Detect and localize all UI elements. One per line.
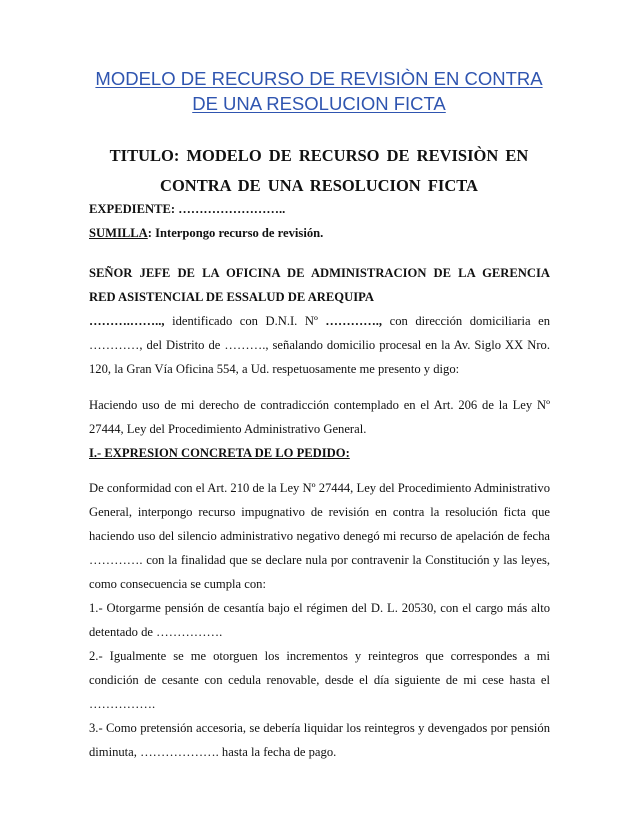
title-line-2: DE UNA RESOLUCION FICTA bbox=[192, 93, 446, 114]
document-subtitle bbox=[90, 141, 548, 201]
expediente-line: EXPEDIENTE: …………………….. bbox=[89, 202, 286, 216]
spacer bbox=[89, 245, 550, 261]
spacer bbox=[89, 381, 550, 393]
title-line-1: MODELO DE RECURSO DE REVISIÒN EN CONTRA bbox=[95, 68, 543, 89]
sumilla-label: SUMILLA bbox=[89, 226, 148, 240]
subtitle-line-1: TITULO: MODELO DE RECURSO DE REVISIÒN EN bbox=[109, 146, 529, 165]
item-1-line-1: 1.- Otorgarme pensión de cesantía bajo el régimen del D. L. 20530, con el cargo más alto bbox=[89, 601, 550, 615]
intro-line-3: 120, la Gran Vía Oficina 554, a Ud. respetuosamente me presento y digo: bbox=[89, 362, 460, 376]
name-placeholder: ……….…….., bbox=[89, 314, 165, 328]
item-3-line-2: diminuta, ………………. hasta la fecha de pago. bbox=[89, 745, 337, 759]
subtitle-line-2: CONTRA DE UNA RESOLUCION FICTA bbox=[160, 176, 478, 195]
conformidad-line-5: como consecuencia se cumpla con: bbox=[89, 577, 266, 591]
document-body bbox=[89, 197, 550, 764]
section-heading-pedido: I.- EXPRESION CONCRETA DE LO PEDIDO: bbox=[89, 446, 350, 460]
intro-text-2: con dirección domiciliaria en bbox=[382, 314, 550, 328]
sumilla-text: : Interpongo recurso de revisión. bbox=[147, 226, 324, 240]
intro-line-2: …………, del Distrito de ………., señalando domicilio procesal en la Av. Siglo XX Nro. bbox=[89, 338, 550, 352]
item-2-line-2: condición de cesante con cedula renovable, desde el día siguiente de mi cese hasta el bbox=[89, 673, 550, 687]
item-2-line-1: 2.- Igualmente se me otorguen los incrementos y reintegros que correspondes a mi bbox=[89, 649, 550, 663]
item-2-line-3: ……………. bbox=[89, 697, 156, 711]
addressee-line-2: RED ASISTENCIAL DE ESSALUD DE AREQUIPA bbox=[89, 290, 374, 304]
spacer bbox=[89, 465, 550, 476]
intro-line-1 bbox=[89, 309, 550, 333]
conformidad-line-2: General, interpongo recurso impugnativo de revisión en contra la resolución ficta que bbox=[89, 505, 550, 519]
conformidad-line-4: …………. con la finalidad que se declare nula por contravenir la Constitución y las leyes, bbox=[89, 553, 550, 567]
sumilla-line bbox=[89, 221, 550, 245]
intro-text-1: identificado con D.N.I. Nº bbox=[164, 314, 326, 328]
conformidad-line-1: De conformidad con el Art. 210 de la Ley Nº 27444, Ley del Procedimiento Administrativo bbox=[89, 481, 550, 495]
item-1-line-2: detentado de ……………. bbox=[89, 625, 223, 639]
conformidad-line-3: haciendo uso del silencio administrativo negativo denegó mi recurso de apelación de fecha bbox=[89, 529, 550, 543]
item-3-line-1: 3.- Como pretensión accesoria, se debería liquidar los reintegros y devengados por pensión bbox=[89, 721, 550, 735]
dni-placeholder: …………., bbox=[325, 314, 383, 328]
derecho-line-1: Haciendo uso de mi derecho de contradicción contemplado en el Art. 206 de la Ley Nº bbox=[89, 398, 550, 412]
document-title bbox=[80, 66, 558, 116]
addressee-line-1: SEÑOR JEFE DE LA OFICINA DE ADMINISTRACION DE LA GERENCIA bbox=[89, 266, 550, 280]
derecho-line-2: 27444, Ley del Procedimiento Administrativo General. bbox=[89, 422, 367, 436]
